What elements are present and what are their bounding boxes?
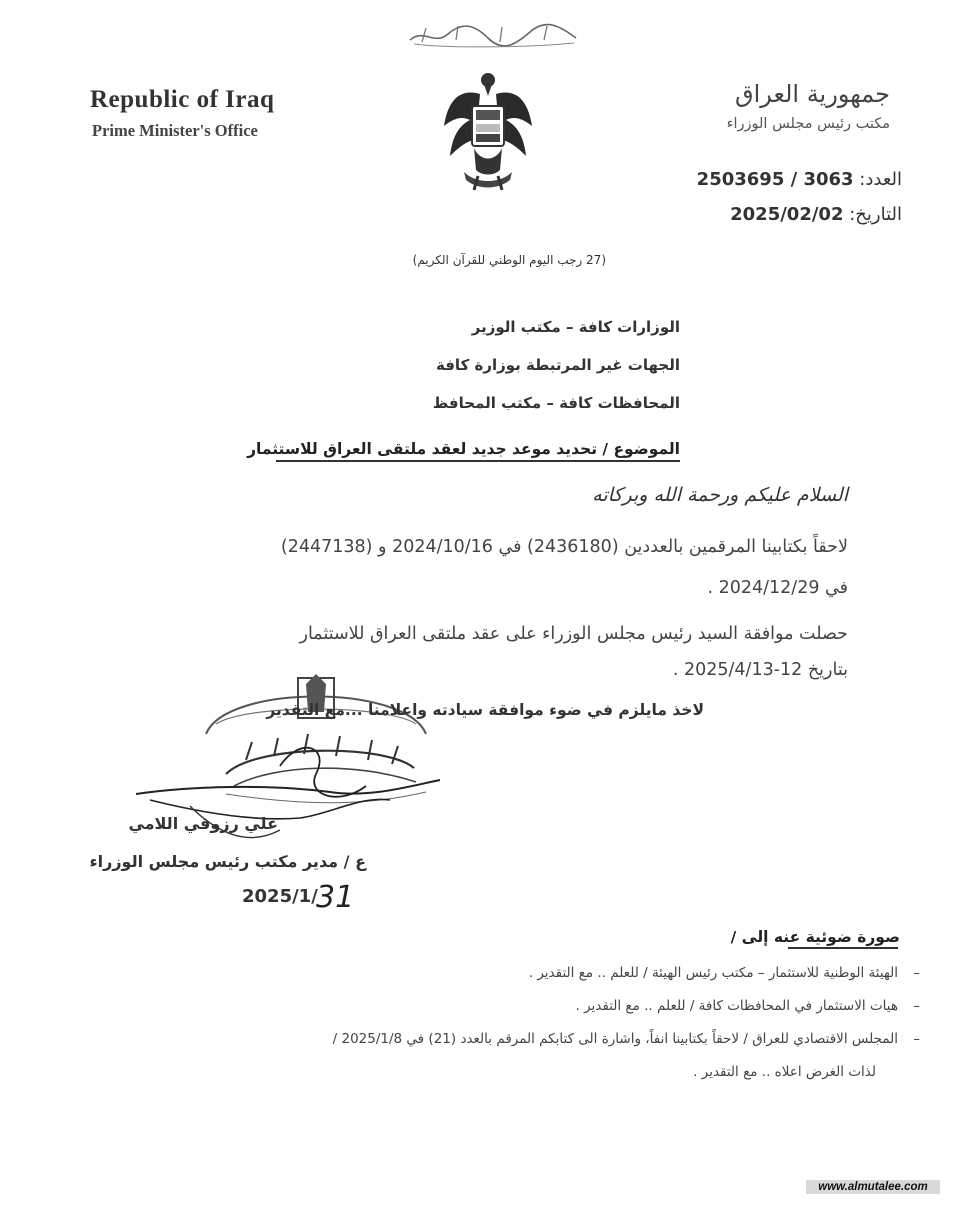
reference-number-row [697,169,902,190]
signer-name: علي رزوقي اللامي [128,814,278,833]
list-dash: – [913,965,920,981]
signer-title: ع / مدير مكتب رئيس مجلس الوزراء [89,852,366,871]
office-name-arabic: مكتب رئيس مجلس الوزراء [726,116,890,132]
copy-recipient-item [332,1031,920,1047]
signature-date-printed: 2025/1/ [242,886,318,907]
body-paragraph-line: بتاريخ 12-2025/4/13 . [672,660,848,680]
subject-underline [276,460,680,462]
office-name-english: Prime Minister's Office [92,121,258,140]
greeting: السلام عليكم ورحمة الله وبركاته [592,484,848,506]
closing-instruction: لاخذ مايلزم في ضوء موافقة سيادته واعلامنا ...مع التقدير [266,701,704,719]
occasion-note: (27 رجب اليوم الوطني للقرآن الكريم) [412,253,606,267]
copy-recipient-item [528,965,920,981]
reference-number-value: 2503695 / 3063 [696,169,854,190]
addressee-line: المحافظات كافة – مكتب المحافظ [432,394,680,412]
copy-recipient-continuation: لذات الغرض اعلاه .. مع التقدير . [693,1064,876,1080]
iraq-eagle-emblem-icon [440,66,536,196]
copy-recipient-text: المجلس الاقتصادي للعراق / لاحقاً بكتابينا انفاً، واشارة الى كتابكم المرقم بالعدد (21) في 2025/1/8 / [332,1031,898,1047]
copies-heading: صورة ضوئية عنه إلى / [730,928,900,946]
copy-recipient-text: الهيئة الوطنية للاستثمار – مكتب رئيس الهيئة / للعلم .. مع التقدير . [528,965,898,981]
document-date-row [730,204,902,225]
country-name-english: Republic of Iraq [90,86,275,113]
handwritten-signature [130,726,450,856]
body-paragraph-line: لاحقاً بكتابينا المرقمين بالعددين (2436180) في 2024/10/16 و (2447138) [280,537,848,557]
basmala-calligraphy [404,18,584,52]
subject-line: الموضوع / تحديد موعد جديد لعقد ملتقى العراق للاستثمار [247,440,680,458]
copy-recipient-text: هيات الاستثمار في المحافظات كافة / للعلم .. مع التقدير . [575,998,898,1014]
addressee-line: الوزارات كافة – مكتب الوزير [471,318,680,336]
copy-recipient-item [575,998,920,1014]
addressee-line: الجهات غير المرتبطة بوزارة كافة [436,356,680,374]
country-name-arabic: جمهورية العراق [734,80,890,108]
copies-heading-underline [788,947,898,949]
document-date-label: التاريخ: [849,204,902,225]
body-paragraph-line: حصلت موافقة السيد رئيس مجلس الوزراء على عقد ملتقى العراق للاستثمار [299,624,848,644]
reference-number-label: العدد: [859,169,902,190]
list-dash: – [913,1031,920,1047]
document-date-value: 2025/02/02 [730,204,844,225]
source-watermark: www.almutalee.com [806,1180,940,1194]
signature-date-handwritten: 31 [316,880,355,915]
body-paragraph-line: في 2024/12/29 . [707,578,848,598]
list-dash: – [913,998,920,1014]
